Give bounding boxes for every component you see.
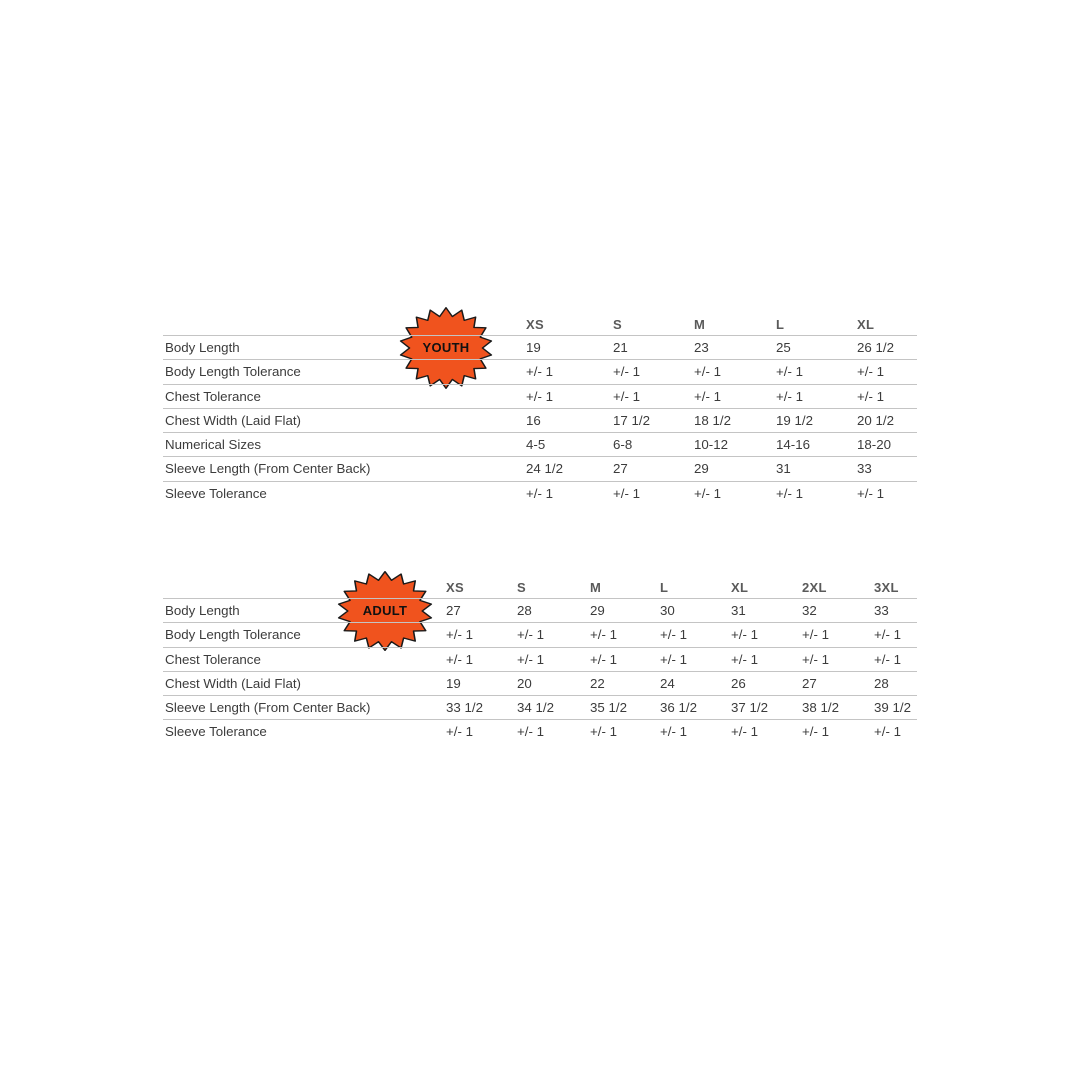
- table-cell: 18-20: [857, 437, 892, 453]
- table-cell: 26: [731, 675, 746, 691]
- table-cell: +/- 1: [776, 388, 803, 404]
- table-cell: +/- 1: [517, 627, 544, 643]
- size-header-xl: XL: [731, 580, 749, 595]
- row-label: Chest Tolerance: [165, 651, 261, 667]
- table-row: [163, 599, 917, 623]
- size-header-2xl: 2XL: [802, 580, 827, 595]
- size-header-xs: XS: [526, 317, 544, 332]
- table-cell: 21: [613, 340, 628, 355]
- table-cell: 32: [802, 603, 817, 618]
- youth-badge-label: YOUTH: [422, 340, 470, 355]
- table-cell: +/- 1: [694, 364, 721, 380]
- table-cell: +/- 1: [590, 651, 617, 667]
- table-row: [163, 457, 917, 481]
- table-row: [163, 482, 917, 505]
- adult-badge-label: ADULT: [362, 603, 408, 618]
- table-cell: 22: [590, 675, 605, 691]
- adult-rows: [163, 599, 917, 744]
- table-cell: +/- 1: [776, 485, 803, 501]
- table-cell: +/- 1: [694, 485, 721, 501]
- table-cell: 28: [517, 603, 532, 618]
- size-header-s: S: [613, 317, 622, 332]
- row-label: Sleeve Length (From Center Back): [165, 700, 371, 716]
- table-cell: 29: [590, 603, 605, 618]
- table-row: [163, 623, 917, 647]
- table-cell: +/- 1: [802, 724, 829, 740]
- table-cell: +/- 1: [857, 388, 884, 404]
- table-cell: +/- 1: [446, 651, 473, 667]
- table-row: [163, 409, 917, 433]
- table-row: [163, 433, 917, 457]
- table-cell: +/- 1: [590, 724, 617, 740]
- table-cell: 33: [857, 461, 872, 477]
- table-cell: 27: [446, 603, 461, 618]
- adult-size-header: [163, 575, 917, 599]
- table-cell: 19 1/2: [776, 412, 813, 428]
- row-label: Body Length: [165, 603, 240, 618]
- table-cell: 19: [446, 675, 461, 691]
- table-cell: +/- 1: [517, 724, 544, 740]
- size-header-m: M: [694, 317, 706, 332]
- table-cell: +/- 1: [517, 651, 544, 667]
- table-cell: +/- 1: [874, 724, 901, 740]
- table-cell: +/- 1: [857, 364, 884, 380]
- table-cell: +/- 1: [526, 364, 553, 380]
- table-cell: +/- 1: [694, 388, 721, 404]
- table-cell: 16: [526, 412, 541, 428]
- table-cell: +/- 1: [731, 627, 758, 643]
- table-cell: 35 1/2: [590, 700, 627, 716]
- table-cell: 37 1/2: [731, 700, 768, 716]
- table-row: [163, 672, 917, 696]
- table-cell: 20 1/2: [857, 412, 894, 428]
- row-label: Numerical Sizes: [165, 437, 262, 453]
- table-cell: 20: [517, 675, 532, 691]
- table-cell: 25: [776, 340, 791, 355]
- table-row: [163, 336, 917, 360]
- youth-size-header: [163, 312, 917, 336]
- table-cell: 33 1/2: [446, 700, 483, 716]
- size-header-l: L: [776, 317, 785, 332]
- row-label: Sleeve Tolerance: [165, 724, 267, 740]
- table-cell: 38 1/2: [802, 700, 839, 716]
- table-cell: +/- 1: [660, 724, 687, 740]
- adult-size-chart: [163, 575, 917, 744]
- table-cell: +/- 1: [446, 724, 473, 740]
- table-cell: 24 1/2: [526, 461, 563, 477]
- youth-rows: [163, 336, 917, 505]
- table-cell: +/- 1: [776, 364, 803, 380]
- table-cell: +/- 1: [874, 651, 901, 667]
- row-label: Body Length Tolerance: [165, 364, 301, 380]
- table-cell: 36 1/2: [660, 700, 697, 716]
- table-cell: 19: [526, 340, 541, 355]
- table-cell: 28: [874, 675, 889, 691]
- table-cell: 27: [802, 675, 817, 691]
- table-cell: +/- 1: [731, 724, 758, 740]
- table-row: [163, 648, 917, 672]
- table-cell: +/- 1: [446, 627, 473, 643]
- table-cell: +/- 1: [526, 485, 553, 501]
- youth-size-chart: [163, 312, 917, 505]
- table-cell: +/- 1: [590, 627, 617, 643]
- table-row: [163, 385, 917, 409]
- table-cell: 33: [874, 603, 889, 618]
- table-cell: 26 1/2: [857, 340, 894, 355]
- table-cell: 30: [660, 603, 675, 618]
- table-cell: +/- 1: [857, 485, 884, 501]
- row-label: Chest Width (Laid Flat): [165, 412, 301, 428]
- table-cell: 34 1/2: [517, 700, 554, 716]
- table-cell: 24: [660, 675, 675, 691]
- row-label: Sleeve Length (From Center Back): [165, 461, 371, 477]
- table-cell: 29: [694, 461, 709, 477]
- table-row: [163, 720, 917, 743]
- table-cell: 18 1/2: [694, 412, 731, 428]
- size-header-s: S: [517, 580, 526, 595]
- size-header-m: M: [590, 580, 602, 595]
- size-header-3xl: 3XL: [874, 580, 899, 595]
- table-cell: 23: [694, 340, 709, 355]
- table-cell: +/- 1: [731, 651, 758, 667]
- table-cell: +/- 1: [802, 627, 829, 643]
- table-cell: 6-8: [613, 437, 633, 453]
- table-cell: +/- 1: [613, 485, 640, 501]
- table-cell: 4-5: [526, 437, 546, 453]
- row-label: Sleeve Tolerance: [165, 485, 267, 501]
- table-cell: +/- 1: [660, 627, 687, 643]
- row-label: Chest Tolerance: [165, 388, 261, 404]
- table-cell: +/- 1: [874, 627, 901, 643]
- table-cell: 10-12: [694, 437, 729, 453]
- size-header-xl: XL: [857, 317, 875, 332]
- table-cell: 27: [613, 461, 628, 477]
- table-cell: +/- 1: [526, 388, 553, 404]
- table-cell: 31: [731, 603, 746, 618]
- table-row: [163, 696, 917, 720]
- table-cell: 39 1/2: [874, 700, 911, 716]
- table-cell: 31: [776, 461, 791, 477]
- size-header-l: L: [660, 580, 669, 595]
- table-cell: 17 1/2: [613, 412, 650, 428]
- row-label: Chest Width (Laid Flat): [165, 675, 301, 691]
- size-header-xs: XS: [446, 580, 464, 595]
- table-cell: 14-16: [776, 437, 811, 453]
- row-label: Body Length Tolerance: [165, 627, 301, 643]
- table-cell: +/- 1: [613, 364, 640, 380]
- table-row: [163, 360, 917, 384]
- table-cell: +/- 1: [802, 651, 829, 667]
- row-label: Body Length: [165, 340, 240, 355]
- table-cell: +/- 1: [613, 388, 640, 404]
- table-cell: +/- 1: [660, 651, 687, 667]
